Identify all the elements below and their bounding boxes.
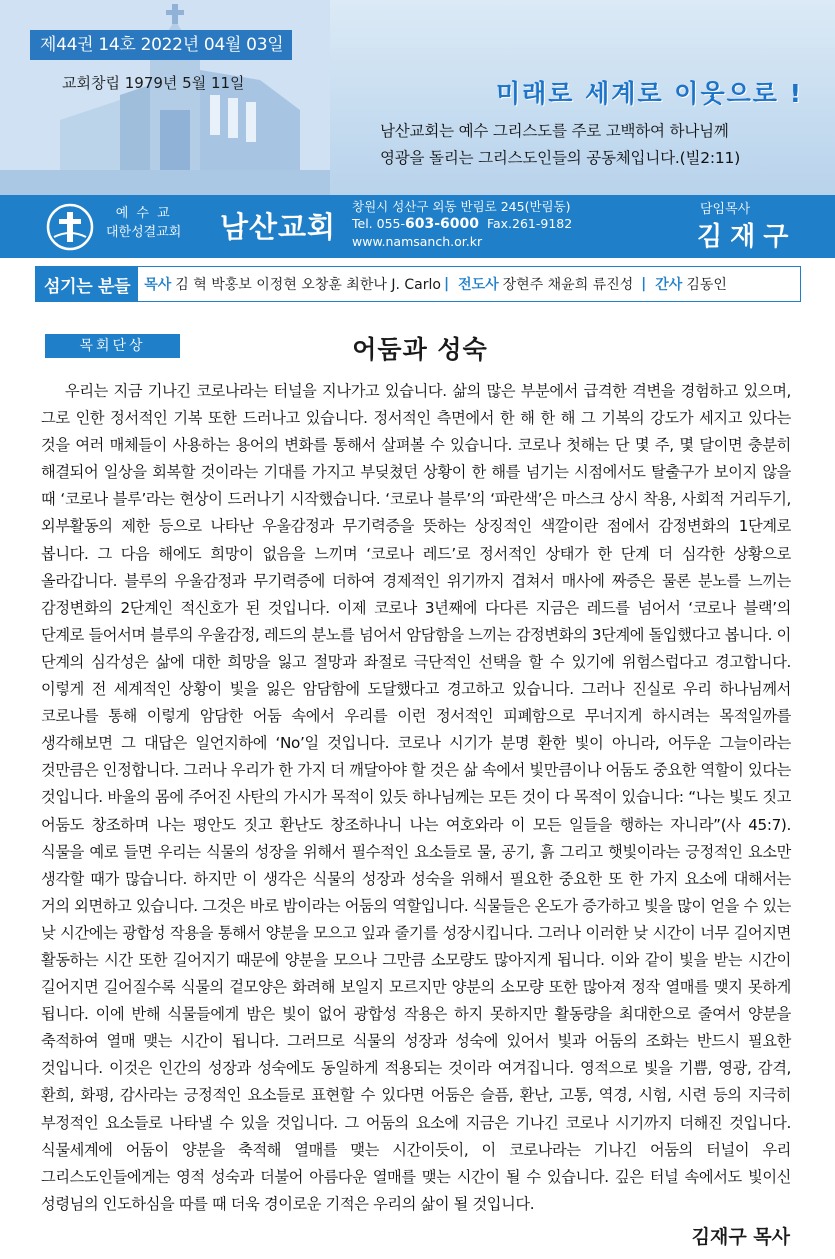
section-tag: 목회단상 bbox=[45, 334, 180, 358]
evangelists-list: 장현주 채윤희 류진성 bbox=[502, 277, 634, 293]
separator: | bbox=[443, 276, 450, 292]
evangelists-role: 전도사 bbox=[458, 277, 499, 293]
church-name: 남산교회 bbox=[220, 210, 337, 244]
contact-info bbox=[352, 198, 572, 250]
pastors-list: 김 혁 박홍보 이정현 오창훈 최한나 J. Carlo bbox=[175, 277, 441, 293]
website-link[interactable]: www.namsanch.or.kr bbox=[352, 234, 483, 249]
church-logo-icon bbox=[46, 203, 94, 251]
pastor-name: 김재구 bbox=[697, 222, 797, 252]
fax-number: Fax.261-9182 bbox=[486, 216, 573, 231]
author-signature: 김재구 목사 bbox=[691, 1226, 790, 1248]
servers-label: 섬기는 분들 bbox=[36, 267, 138, 301]
issue-info: 제44권 14호 2022년 04월 03일 bbox=[30, 30, 292, 60]
phone-fax bbox=[352, 215, 572, 233]
mission-line-1: 남산교회는 예수 그리스도를 주로 고백하여 하나님께 bbox=[380, 122, 729, 140]
article-title: 어둠과 성숙 bbox=[352, 335, 488, 364]
slogan: 미래로 세계로 이웃으로 ! bbox=[495, 79, 803, 108]
servers-bar bbox=[35, 266, 801, 302]
tel-number: 603-6000 bbox=[405, 216, 479, 232]
masthead bbox=[0, 0, 835, 195]
article-body: 우리는 지금 기나긴 코로나라는 터널을 지나가고 있습니다. 삶의 많은 부분에서 급격한 격변을 경험하고 있으며, 그로 인한 정서적인 기복 또한 드러나고 있습니다. 정서적인 측면에서 한 해 한 해 그 기복의 강도가 세지고 있다는 것을 여러 매체들이 사용하는 용어의 변화를 통해서 살펴볼 수 있습니다. 코로나 첫해는 단 몇 주, 몇 달이면 충분히 해결되어 일상을 회복할 것이라는 기대를 가지고 부딪쳤던 상황이 한 해를 넘기는 시점에서도 탈출구가 보이지 않을 때 ‘코로나 블루’라는 현상이 드러나기 시작했습니다. ‘코로나 블루’의 ‘파란색’은 마스크 상시 착용, 사회적 거리두기, 외부활동의 제한 등으로 나타난 우울감정과 무기력증을 뜻하는 상징적인 색깔이란 점에서 감정변화의 1단계로 봅니다. 그 다음 해에도 희망이 없음을 느끼며 ‘코로나 레드’로 정서적인 상태가 한 단계 더 심각한 상황으로 올라갑니다. 블루의 우울감정과 무기력증에 더하여 경제적인 위기까지 겹쳐서 매사에 짜증은 물론 분노를 느끼는 감정변화의 2단계인 적신호가 된 것입니다. 이제 코로나 3년째에 다다른 지금은 레드를 넘어서 ‘코로나 블랙’의 단계로 들어서며 블루의 우울감정, 레드의 분노를 넘어서 암담함을 느끼는 감정변화의 3단계에 돌입했다고 봅니다. 이 단계의 심각성은 삶에 대한 희망을 잃고 절망과 좌절로 극단적인 선택을 할 수 있기에 위험스럽다고 경고합니다. 이렇게 전 세계적인 상황이 빛을 잃은 암담함에 도달했다고 경고하고 있습니다. 그러나 진실로 우리 하나님께서 코로나를 통해 이렇게 암담한 어둠 속에서 우리를 이런 정서적인 피폐함으로 무너지게 하시려는 목적일까를 생각해보면 그 대답은 일언지하에 ‘No’일 것입니다. 코로나 시기가 분명 환한 빛이 아니라, 어두운 그늘이라는 것만큼은 인정합니다. 그러나 우리가 한 가지 더 깨달아야 할 것은 삶 속에서 빛만큼이나 어둠도 중요한 역할이 있다는 것입니다. 바울의 몸에 주어진 사탄의 가시가 목적이 있듯 하나님께는 모든 것이 다 목적이 있습니다: “나는 빛도 짓고 어둠도 창조하며 나는 평안도 짓고 환난도 창조하나니 나는 여호와라 이 모든 일들을 행하는 자니라”(사 45:7). 식물을 예로 들면 우리는 식물의 성장을 위해서 필수적인 요소들로 물, 공기, 흙 그리고 햇빛이라는 긍정적인 요소만 생각할 때가 많습니다. 하지만 이 생각은 식물의 성장과 성숙을 위해서 필요한 중요한 또 한 가지 요소에 대해서는 거의 외면하고 있습니다. 그것은 바로 밤이라는 어둠의 역할입니다. 식물들은 온도가 증가하고 빛을 많이 얻을 수 있는 낮 시간에는 광합성 작용을 통해서 양분을 모으고 잎과 줄기를 성장시킵니다. 그러나 이러한 낮 시간이 너무 길어지면 활동하는 시간 또한 길어지기 때문에 양분을 모으나 그만큼 소모량도 많아지게 됩니다. 이와 같이 빛을 받는 시간이 길어지면 길어질수록 식물의 겉모양은 화려해 보일지 모르지만 양분의 소모량 또한 많아져 정작 열매를 맺지 못하게 됩니다. 이에 반해 식물들에게 밤은 빛이 없어 광합성 작용은 하지 못하지만 활동량을 최대한으로 줄여서 양분을 축적하여 열매 맺는 시간이 됩니다. 그러므로 식물의 성장과 성숙에 있어서 빛과 어둠의 조화는 반드시 필요한 것입니다. 이것은 인간의 성장과 성숙에도 동일하게 적용되는 것이라 여겨집니다. 영적으로 빛을 기쁨, 영광, 감격, 환희, 화평, 감사라는 긍정적인 요소들로 표현할 수 있다면 어둠은 슬픔, 환난, 고통, 역경, 시험, 시련 등의 지극히 부정적인 요소들로 나타낼 수 있을 것입니다. 그 어둠의 요소에 지금은 기나긴 코로나 시기까지 더해진 것입니다. 식물세계에 어둠이 양분을 축적해 열매를 맺는 시간이듯이, 이 코로나라는 기나긴 어둠의 터널이 우리 그리스도인들에게는 영적 성숙과 더불어 아름다운 열매를 맺는 시간이 될 수 있습니다. 깊은 터널 속에서도 빛이신 성령님의 인도하심을 따를 때 더욱 경이로운 기적은 우리의 삶이 될 것입니다. bbox=[41, 382, 791, 1213]
church-info-bar bbox=[0, 195, 835, 258]
denomination-line-1: 예 수 교 bbox=[115, 206, 172, 221]
address: 창원시 성산구 외동 반림로 245(반림동) bbox=[352, 199, 571, 214]
founding-date: 교회창립 1979년 5월 11일 bbox=[62, 74, 245, 92]
separator: | bbox=[636, 276, 647, 292]
denomination-line-2: 대한성결교회 bbox=[106, 225, 182, 240]
pastor-title: 담임목사 bbox=[700, 202, 751, 217]
manager-name: 김동인 bbox=[686, 277, 727, 293]
mission-statement bbox=[380, 118, 795, 172]
pastors-role: 목사 bbox=[144, 277, 172, 293]
denomination bbox=[106, 204, 181, 242]
tel-prefix: Tel. 055- bbox=[352, 216, 405, 231]
mission-line-2: 영광을 돌리는 그리스도인들의 공동체입니다.(빌2:11) bbox=[380, 149, 741, 167]
manager-role: 간사 bbox=[655, 277, 683, 293]
